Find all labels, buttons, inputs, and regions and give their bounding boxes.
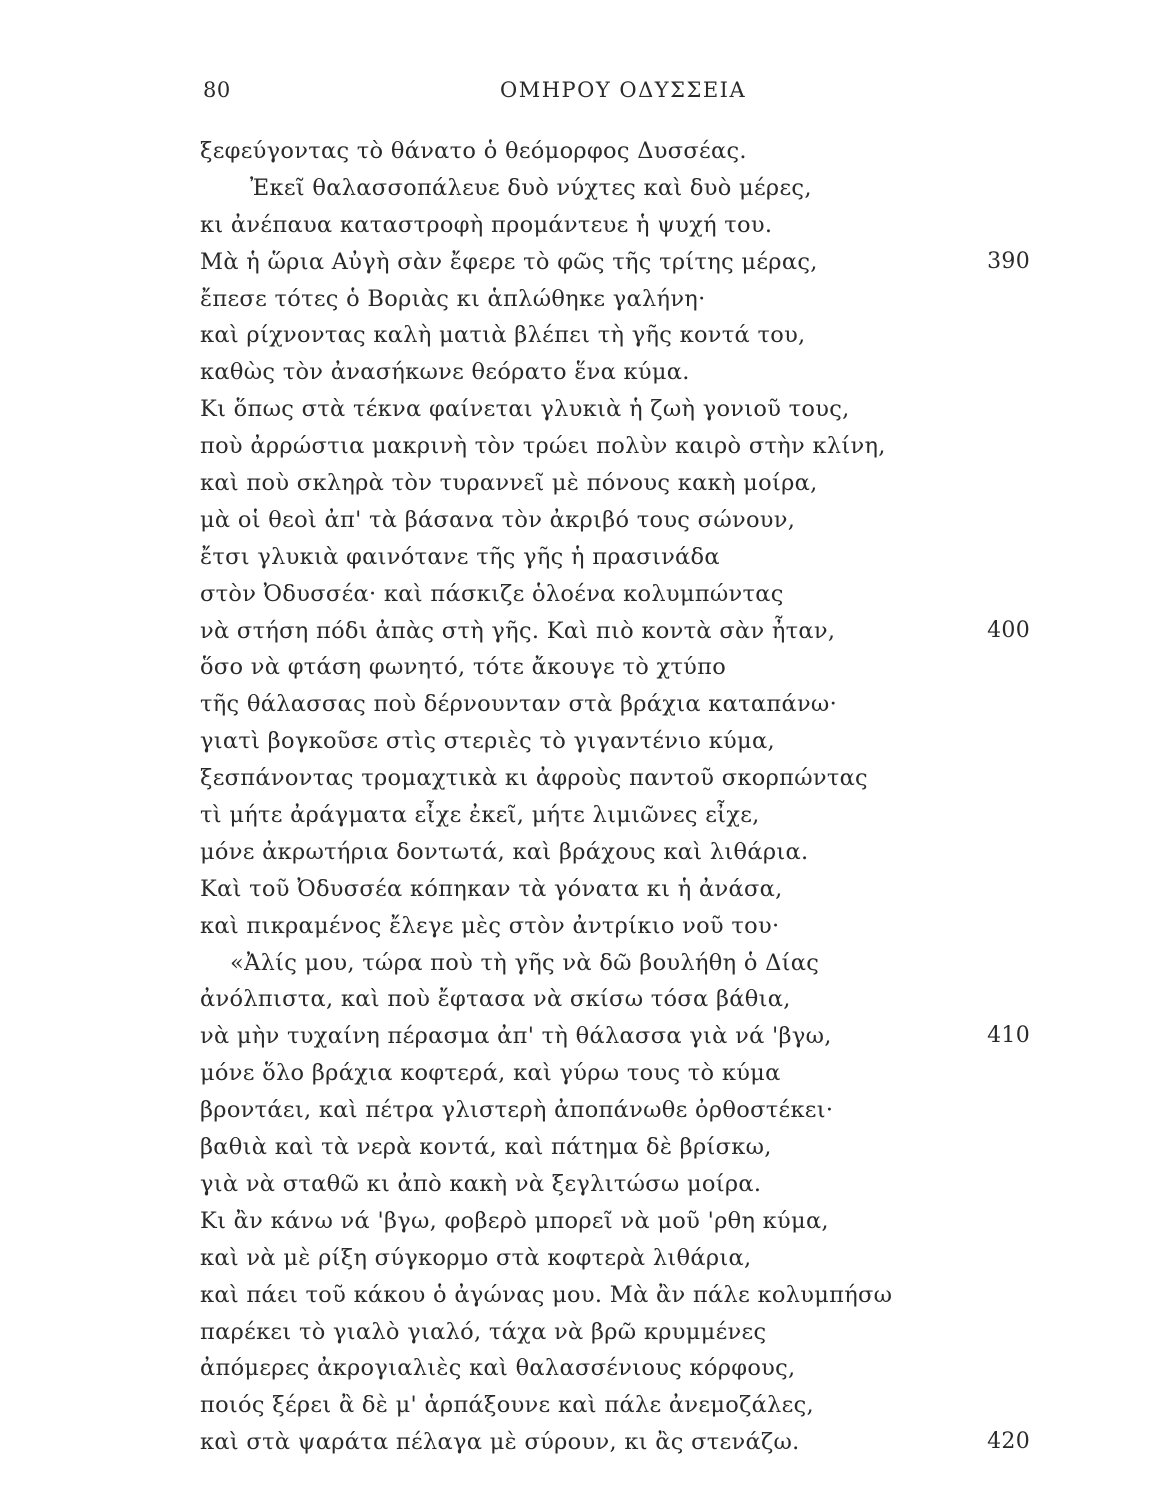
verse-line [200,981,1040,1018]
verse-text: «Ἀλίς μου, τώρα ποὺ τὴ γῆς νὰ δῶ βουλήθη ὁ Δίας [230,949,820,976]
verse-line [200,834,1040,871]
verse-text: γιὰ νὰ σταθῶ κι ἀπὸ κακὴ νὰ ξεγλιτώσω μοίρα. [200,1170,762,1197]
verse-text: Καὶ τοῦ Ὀδυσσέα κόπηκαν τὰ γόνατα κι ἡ ἀνάσα, [200,875,783,902]
verse-line [200,170,1040,207]
verse-text: ἀπόμερες ἀκρογιαλιὲς καὶ θαλασσένιους κόρφους, [200,1355,796,1382]
verse-line [200,1314,1040,1351]
verse-text: ποὺ ἀρρώστια μακρινὴ τὸν τρώει πολὺν καιρὸ στὴν κλίνη, [200,433,886,460]
verse-line [200,465,1040,502]
verse-line [200,871,1040,908]
verse-line [200,1129,1040,1166]
line-number: 420 [987,1429,1030,1455]
verse-line [200,1018,1040,1055]
verse-text: καὶ πάει τοῦ κάκου ὁ ἀγώνας μου. Μὰ ἂν πάλε κολυμπήσω [200,1281,893,1308]
verse-line [200,1387,1040,1424]
verse-text: ἔπεσε τότες ὁ Βοριὰς κι ἁπλώθηκε γαλήνη· [200,285,706,312]
verse-text: μὰ οἱ θεοὶ ἀπ' τὰ βάσανα τὸν ἀκριβό τους σώνουν, [200,506,796,533]
verse-text: ποιός ξέρει ἂ δὲ μ' ἁρπάξουνε καὶ πάλε ἀνεμοζάλες, [200,1392,814,1419]
page-header [200,78,1030,114]
running-title: ΟΜΗΡΟΥ ΟΔΥΣΣΕΙΑ [500,78,747,102]
verse-line [200,317,1040,354]
verse-text: καθὼς τὸν ἀνασήκωνε θεόρατο ἕνα κύμα. [200,359,690,386]
verse-line [200,281,1040,318]
verse-text: βροντάει, καὶ πέτρα γλιστερὴ ἀποπάνωθε ὀρθοστέκει· [200,1097,834,1124]
verse-text: ὅσο νὰ φτάση φωνητό, τότε ἄκουγε τὸ χτύπο [200,654,727,681]
verse-text: καὶ ποὺ σκληρὰ τὸν τυραννεῖ μὲ πόνους κακὴ μοίρα, [200,470,818,497]
verse-line [200,613,1040,650]
verse-text: μόνε ὅλο βράχια κοφτερά, καὶ γύρω τους τὸ κύμα [200,1060,781,1087]
verse-line [200,649,1040,686]
verse-text: τὶ μήτε ἀράγματα εἶχε ἐκεῖ, μήτε λιμιῶνες εἶχε, [200,802,760,829]
verse-line [200,539,1040,576]
poem-text [200,133,1040,1461]
verse-text: καὶ νὰ μὲ ρίξη σύγκορμο στὰ κοφτερὰ λιθάρια, [200,1244,752,1271]
verse-text: ἔτσι γλυκιὰ φαινότανε τῆς γῆς ἡ πρασινάδα [200,543,720,570]
verse-line [200,1350,1040,1387]
verse-text: καὶ στὰ ψαράτα πέλαγα μὲ σύρουν, κι ἂς στενάζω. [200,1429,800,1456]
verse-line [200,244,1040,281]
verse-line [200,1166,1040,1203]
verse-line [200,797,1040,834]
verse-line [200,391,1040,428]
verse-line [200,576,1040,613]
line-number: 390 [987,248,1030,274]
verse-text: Ἐκεῖ θαλασσοπάλευε δυὸ νύχτες καὶ δυὸ μέρες, [250,174,812,201]
verse-text: μόνε ἀκρωτήρια δοντωτά, καὶ βράχους καὶ λιθάρια. [200,838,809,865]
verse-text: γιατὶ βογκοῦσε στὶς στεριὲς τὸ γιγαντένιο κύμα, [200,728,775,755]
verse-line [200,207,1040,244]
verse-line [200,354,1040,391]
verse-line [200,760,1040,797]
verse-text: Κι ὅπως στὰ τέκνα φαίνεται γλυκιὰ ἡ ζωὴ γονιοῦ τους, [200,396,850,423]
verse-line [200,1424,1040,1461]
verse-line [200,686,1040,723]
verse-text: καὶ ρίχνοντας καλὴ ματιὰ βλέπει τὴ γῆς κοντά του, [200,322,806,349]
verse-line [200,908,1040,945]
line-number: 400 [987,617,1030,643]
verse-line [200,723,1040,760]
verse-line [200,428,1040,465]
verse-line [200,502,1040,539]
verse-text: ἀνόλπιστα, καὶ ποὺ ἔφτασα νὰ σκίσω τόσα βάθια, [200,986,791,1013]
verse-text: νὰ στήση πόδι ἀπὰς στὴ γῆς. Καὶ πιὸ κοντὰ σὰν ἦταν, [200,617,836,644]
verse-text: Μὰ ἡ ὥρια Αὐγὴ σὰν ἔφερε τὸ φῶς τῆς τρίτης μέρας, [200,248,818,275]
verse-text: ξεφεύγοντας τὸ θάνατο ὁ θεόμορφος Δυσσέας. [200,138,747,164]
line-number: 410 [987,1023,1030,1049]
verse-line [200,945,1040,982]
verse-line [200,1277,1040,1314]
verse-text: τῆς θάλασσας ποὺ δέρνουνταν στὰ βράχια καταπάνω· [200,691,838,718]
verse-line [200,1055,1040,1092]
verse-text: νὰ μὴν τυχαίνη πέρασμα ἀπ' τὴ θάλασσα γιὰ νά 'βγω, [200,1023,832,1050]
verse-text: Κι ἂν κάνω νά 'βγω, φοβερὸ μπορεῖ νὰ μοῦ 'ρθη κύμα, [200,1207,829,1234]
verse-text: παρέκει τὸ γιαλὸ γιαλό, τάχα νὰ βρῶ κρυμμένες [200,1318,767,1345]
verse-line [200,133,1040,170]
verse-line [200,1092,1040,1129]
verse-text: ξεσπάνοντας τρομαχτικὰ κι ἀφροὺς παντοῦ σκορπώντας [200,765,868,792]
page-number: 80 [203,78,231,102]
verse-text: καὶ πικραμένος ἔλεγε μὲς στὸν ἀντρίκιο νοῦ του· [200,912,780,939]
verse-text: βαθιὰ καὶ τὰ νερὰ κοντά, καὶ πάτημα δὲ βρίσκω, [200,1134,772,1161]
verse-line [200,1240,1040,1277]
verse-text: κι ἀνέπαυα καταστροφὴ προμάντευε ἡ ψυχή του. [200,211,773,238]
verse-line [200,1203,1040,1240]
verse-text: στὸν Ὀδυσσέα· καὶ πάσκιζε ὁλοένα κολυμπώντας [200,580,784,607]
